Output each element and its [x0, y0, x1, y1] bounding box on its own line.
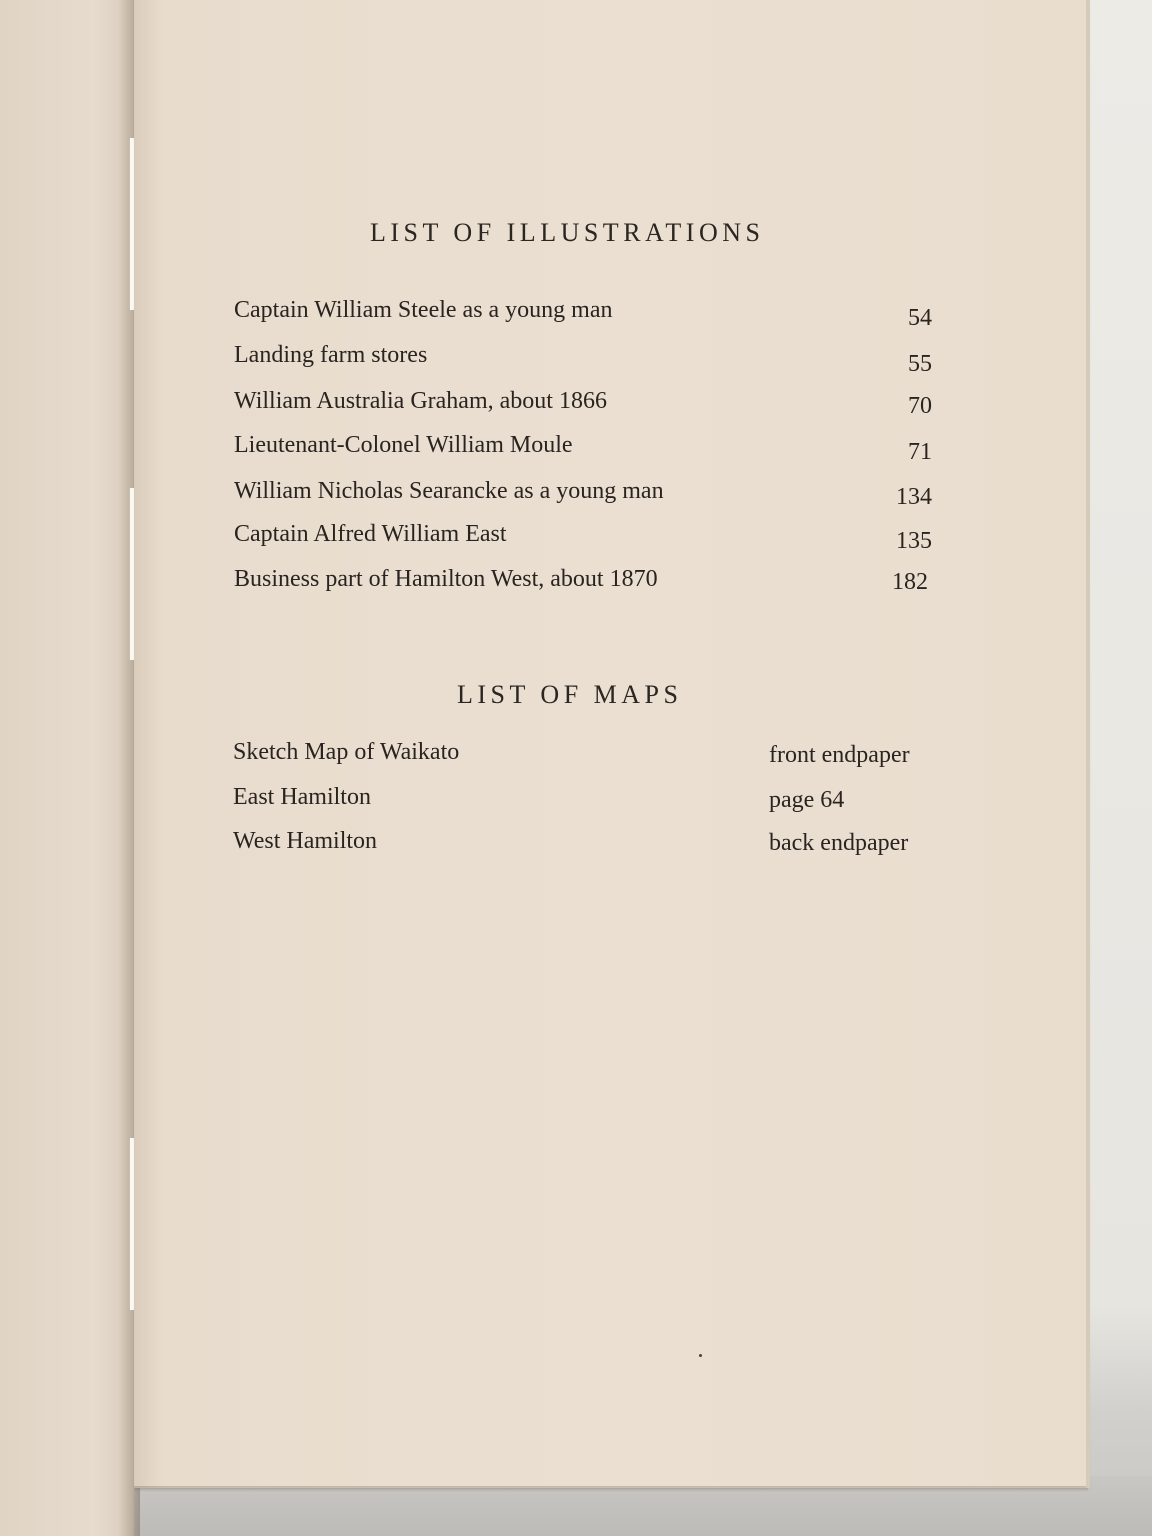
map-location: back endpaper: [769, 830, 909, 856]
map-title: Sketch Map of Waikato: [233, 739, 460, 765]
illustration-page: 182: [892, 569, 928, 595]
illustration-title: Landing farm stores: [234, 342, 428, 368]
illustration-page: 135: [896, 528, 932, 554]
map-location: page 64: [769, 787, 845, 813]
illustration-title: Captain William Steele as a young man: [234, 297, 613, 323]
illustration-page: 55: [908, 351, 932, 377]
illustration-page: 54: [908, 305, 932, 331]
illustration-page: 71: [908, 439, 932, 465]
maps-heading: LIST OF MAPS: [457, 680, 683, 709]
illustration-title: William Nicholas Searancke as a young man: [234, 478, 664, 504]
illustration-title: Business part of Hamilton West, about 1870: [234, 566, 658, 592]
left-page: [0, 0, 134, 1536]
page-edge: [1086, 0, 1090, 1488]
illustration-title: Captain Alfred William East: [234, 521, 507, 547]
map-title: East Hamilton: [233, 784, 371, 810]
illustration-title: Lieutenant-Colonel William Moule: [234, 432, 573, 458]
map-title: West Hamilton: [233, 828, 378, 854]
illustration-page: 70: [908, 393, 932, 419]
page-shadow: [134, 1486, 1088, 1492]
map-location: front endpaper: [769, 742, 910, 768]
page-mark: [699, 1354, 702, 1357]
illustrations-heading: LIST OF ILLUSTRATIONS: [370, 218, 765, 247]
illustration-title: William Australia Graham, about 1866: [234, 388, 607, 414]
illustration-page: 134: [896, 484, 932, 510]
